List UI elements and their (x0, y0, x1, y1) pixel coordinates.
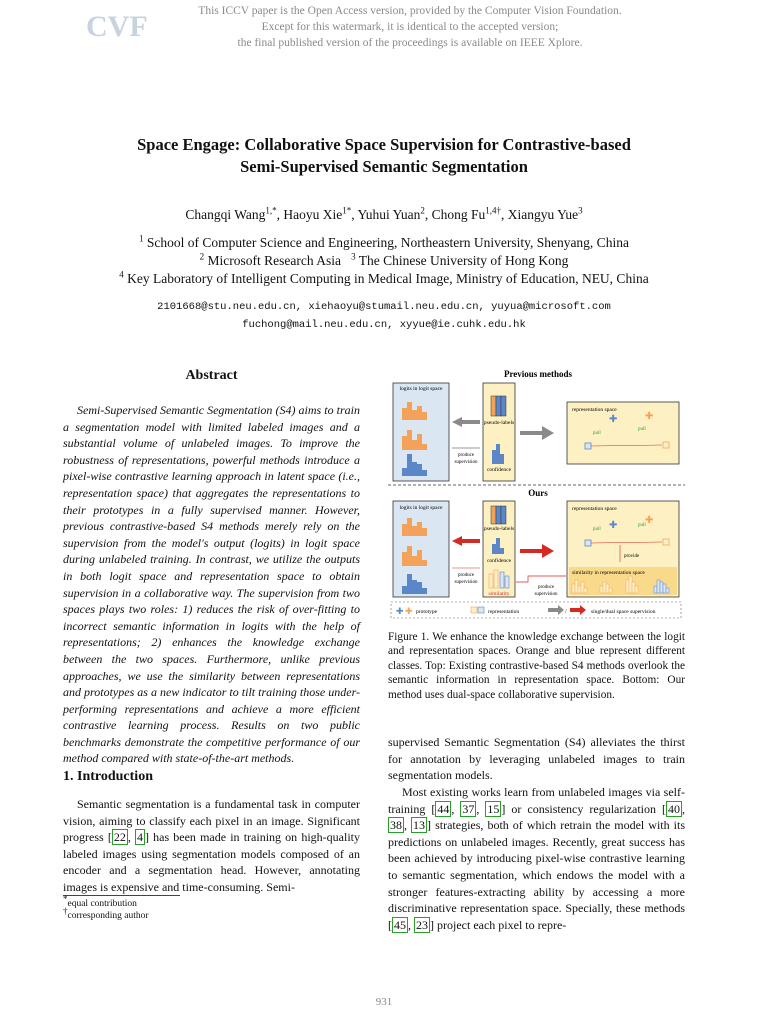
citation-link[interactable]: 15 (487, 801, 500, 816)
figure-caption: Figure 1. We enhance the knowledge exchange between the logit and representation spaces. Orange and blue represent different classes. Top: Existing contrastive-based S4 methods overlook the semantic information in representation space. Bottom: Our method uses dual-space collaborative supervision. (388, 631, 685, 701)
intro-related-work-paragraph: Most existing works learn from unlabeled images via self-training [ 44 , 37 , 15 ] or consistency regularization [ 40 , 38 , 13 ] strategies, both of which retrain the model with its predictions on unlabeled images. Recently, great success has been achieved by introducing pixel-wise contrastive learning to semantic segmentation, which endows the model with a stronger features-extracting ability by accessing a more discriminative representation space. Specially, these methods [ 45 , 23 ] project each pixel to repre- (388, 785, 686, 932)
affiliation-4: $^4$ Key Laboratory of Intelligent Computing in Medical Image, Ministry of Education, NEU, China (119, 269, 649, 286)
intro-paragraph: Semantic segmentation is a fundamental task in computer vision, aiming to classify each pixel in an image. Significant progress [ 22 , 4 ] has been made in training on high-quality labeled images using segmentation models composed of an encoder and a segmentation head. However, annotating images is expensive and time-consuming. Semi- (63, 797, 360, 894)
abstract-text: Semi-Supervised Semantic Segmentation (S4) aims to train a segmentation model with limited labeled images and a substantial volume of unlabeled images. To improve the robustness of representations, powerful methods introduce a pixel-wise contrastive learning approach in latent space (i.e., representation space) that aggregates the representations to their prototypes in a fully supervised manner. However, previous contrastive-based S4 methods merely rely on the supervision from the model's output (logits) in logit space during unlabeled training. In contrast, we utilize the outputs in both logit space and representation space to obtain supervision in a collaborative way. The supervision from two spaces plays two roles: 1) reduces the risk of over-fitting to incorrect semantic information in logits with the help of representations; 2) enhances the knowledge exchange between the two spaces. Furthermore, unlike previous approaches, we use the similarity between representations and prototypes as a new indicator to tilt training those under-performing representations and achieve a more efficient contrastive learning process. Results on two public benchmarks demonstrate the competitive performance of our method compared with state-of-the-art methods. (63, 403, 360, 766)
prev-rep-label: representation space (572, 407, 617, 413)
prev-pseudo-labels-text: pseudo-labels (483, 420, 515, 426)
citation-link[interactable]: 23 (416, 917, 428, 932)
citation-link[interactable]: 45 (394, 917, 406, 932)
prev-prototype-orange: ✚ (645, 411, 654, 422)
ours-supervision-text-1: supervision (454, 580, 478, 585)
ours-rep-orange-square (663, 539, 669, 545)
legend-gray-arrow-icon (548, 605, 564, 615)
ours-supervision-arrow-2 (516, 576, 566, 582)
legend-red-arrow-icon (570, 605, 586, 615)
author-2: Haoyu Xie$^{1*}$, (283, 205, 358, 222)
author-list (40, 206, 728, 224)
author-5: Xiangyu Yue$^3$ (507, 205, 583, 222)
citation-link[interactable]: 37 (462, 801, 475, 816)
prev-confidence-text: confidence (486, 467, 512, 473)
figure-1 (388, 364, 685, 622)
prev-methods-title: Previous methods (503, 369, 573, 379)
ours-prototype-blue: ✚ (609, 520, 618, 531)
legend-representation-text: representation (488, 609, 520, 615)
prev-pseudo-label-bars (491, 396, 506, 416)
prev-pull-text-2: pull (638, 427, 646, 432)
watermark-notice (150, 3, 670, 51)
legend-rep-orange-icon (471, 607, 477, 613)
legend-supervision-text: single/dual space supervision (591, 609, 656, 615)
ours-similarity-text: similarity (488, 591, 510, 597)
title-line-2: Semi-Supervised Semantic Segmentation (240, 157, 528, 176)
ours-produce-text-2: produce (537, 585, 555, 590)
citation-link[interactable]: 4 (136, 830, 143, 845)
svg-text:CVF: CVF (86, 10, 148, 43)
footnote-rule (63, 895, 180, 896)
abstract-heading: Abstract (185, 368, 238, 383)
ours-red-arrow-left (452, 536, 480, 546)
ours-pull-text-1: pull (593, 527, 601, 532)
ours-produce-text-1: produce (457, 573, 475, 578)
intro-heading: 1. Introduction (63, 769, 153, 784)
title-line-1: Space Engage: Collaborative Space Supervision for Contrastive-based (137, 135, 631, 154)
citation-link[interactable]: 22 (113, 830, 126, 845)
prev-supervision-text: supervision (454, 460, 478, 465)
footnote-equal: *equal contribution (63, 893, 137, 909)
ours-pull-text-2: pull (638, 523, 646, 528)
prev-pull-text-1: pull (593, 431, 601, 436)
intro-continued-paragraph: supervised Semantic Segmentation (S4) alleviates the thirst for annotation by leveraging unlabeled images to train segmentation models. (388, 735, 685, 783)
ours-confidence-text: confidence (486, 558, 512, 564)
email-line-2: fuchong@mail.neu.edu.cn, xyyue@ie.cuhk.edu.hk (242, 319, 526, 331)
author-4: Chong $Fu^{1,4\dagger}$, (431, 205, 508, 222)
legend-rep-blue-icon (478, 607, 484, 613)
watermark-line-1: This ICCV paper is the Open Access version, provided by the Computer Vision Foundation. (198, 5, 622, 17)
author-3: Yuhui Yuan$^2$, (357, 205, 432, 222)
ours-prototype-orange: ✚ (645, 515, 654, 526)
ours-red-arrow-right (520, 544, 554, 558)
legend-slash: / (565, 609, 567, 615)
affiliation-2-3: $^2$ Microsoft Research Asia $^3$ The Chinese University of Hong Kong (199, 251, 569, 268)
citation-link[interactable]: 13 (413, 818, 426, 833)
ours-rep-label: representation space (572, 506, 617, 512)
watermark-line-3: the final published version of the proceedings is available on IEEE Xplore. (237, 37, 583, 49)
legend-prototype-text: prototype (416, 609, 438, 615)
ours-pseudo-labels-text: pseudo-labels (483, 526, 515, 532)
affiliation-1: $^1$ School of Computer Science and Engineering, Northeastern University, Shenyang, China (139, 233, 629, 250)
ours-supervision-text-2: supervision (534, 592, 558, 597)
page-number: 931 (375, 996, 393, 1008)
ours-rep-blue-square (585, 540, 591, 546)
watermark-line-2: Except for this watermark, it is identical to the accepted version; (261, 21, 559, 33)
cvf-logo (84, 6, 148, 43)
legend-prototype-orange-icon: ✚ (405, 606, 413, 616)
ours-title: Ours (528, 488, 548, 498)
citation-link[interactable]: 44 (437, 801, 450, 816)
footnote-corresponding: †corresponding author (63, 905, 149, 921)
ours-logit-label: logits in logit space (399, 505, 443, 511)
author-1: Changqi Wang$^{1,*}$, (185, 205, 284, 222)
ours-similarity-in-rep-text: similarity in representation space (572, 570, 645, 576)
ours-provide-text: provide (624, 554, 640, 559)
citation-link[interactable]: 40 (668, 801, 681, 816)
ours-pseudo-label-bars (491, 506, 506, 524)
prev-rep-blue-square (585, 443, 591, 449)
prev-gray-arrow-right (520, 426, 554, 440)
paper-title (40, 134, 728, 178)
prev-logit-label: logits in logit space (399, 386, 443, 392)
email-line-1: 2101668@stu.neu.edu.cn, xiehaoyu@stumail.neu.edu.cn, yuyua@microsoft.com (157, 301, 611, 313)
legend-prototype-blue-icon: ✚ (396, 606, 404, 616)
prev-produce-text: produce (457, 453, 475, 458)
prev-prototype-blue: ✚ (609, 414, 618, 425)
prev-rep-orange-square (663, 442, 669, 448)
citation-link[interactable]: 38 (390, 818, 402, 833)
prev-gray-arrow-left (452, 417, 480, 427)
